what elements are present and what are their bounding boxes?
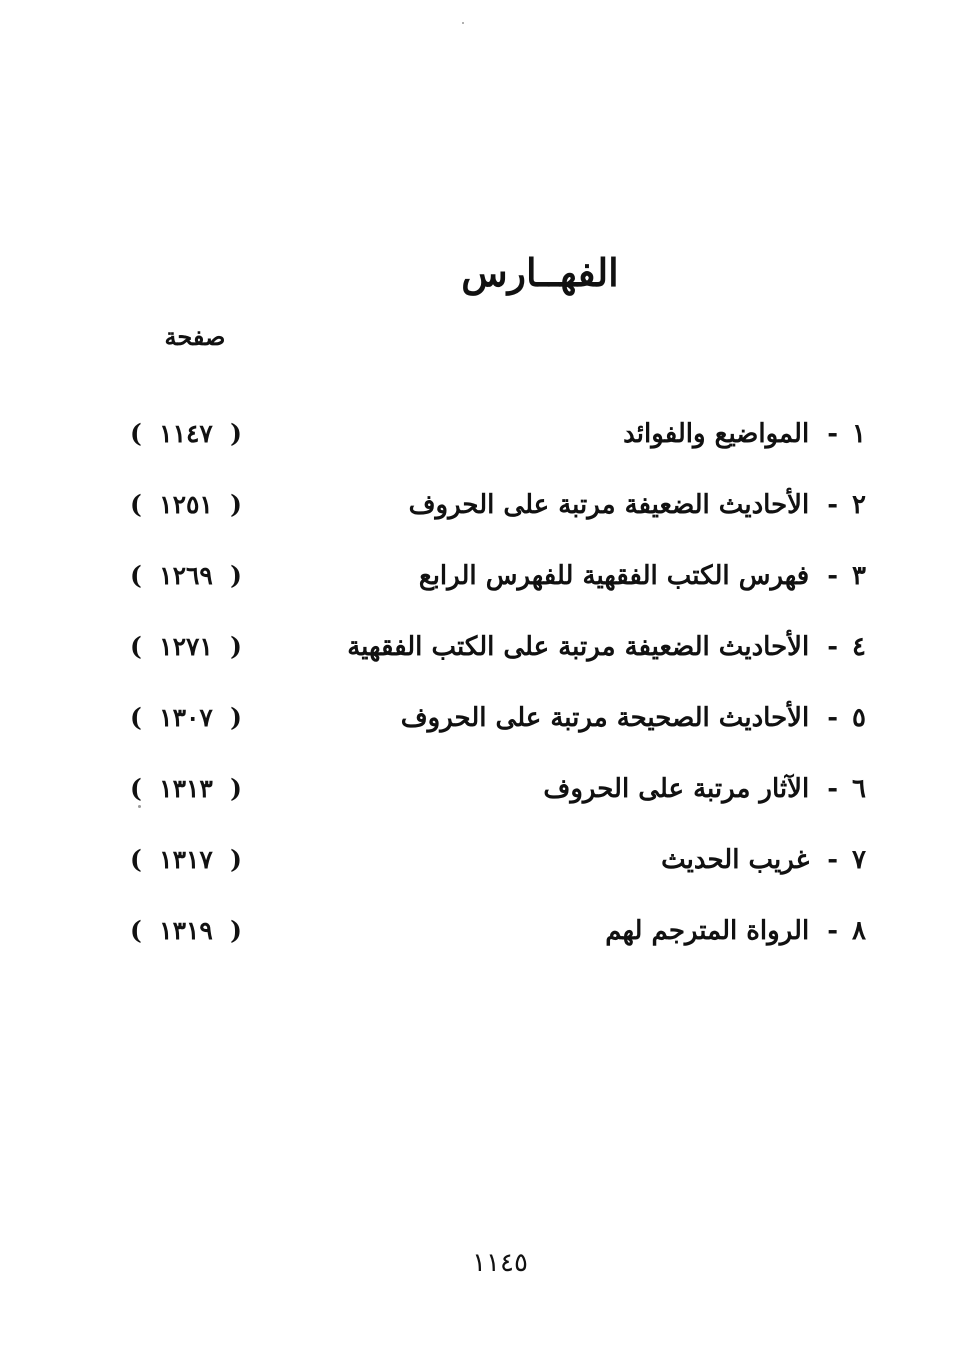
toc-separator: - bbox=[827, 915, 838, 946]
paren-open: ( bbox=[130, 774, 142, 803]
scan-speck bbox=[138, 805, 141, 808]
toc-entry bbox=[543, 774, 870, 804]
toc-page-number: ١٣١٩ bbox=[159, 916, 213, 945]
toc-page-number: ١٣٠٧ bbox=[159, 703, 213, 732]
toc-separator: - bbox=[827, 418, 838, 449]
paren-close: ) bbox=[230, 632, 242, 661]
toc-separator: - bbox=[827, 560, 838, 591]
toc-entry bbox=[409, 490, 870, 520]
toc-row bbox=[130, 540, 870, 611]
paren-close: ) bbox=[230, 419, 242, 448]
toc-row bbox=[130, 611, 870, 682]
toc-page-number: ١٣١٣ bbox=[159, 774, 213, 803]
paren-close: ) bbox=[230, 703, 242, 732]
toc-page-number: ١٢٦٩ bbox=[159, 561, 213, 590]
paren-close: ) bbox=[230, 916, 242, 945]
page-column-header: صفحة bbox=[164, 322, 226, 351]
toc-entry-title: الأحاديث الضعيفة مرتبة على الكتب الفقهية bbox=[347, 631, 810, 662]
toc-entry-number: ٥ bbox=[852, 702, 866, 733]
paren-open: ( bbox=[130, 703, 142, 732]
toc-entry-title: فهرس الكتب الفقهية للفهرس الرابع bbox=[418, 560, 810, 591]
toc-separator: - bbox=[827, 773, 838, 804]
toc-entry-number: ٨ bbox=[852, 915, 866, 946]
toc-entry bbox=[419, 561, 870, 591]
toc-entry-page bbox=[130, 845, 242, 874]
toc-entry-title: غريب الحديث bbox=[661, 844, 810, 875]
paren-open: ( bbox=[130, 845, 142, 874]
page-title: الفهــارس bbox=[461, 250, 619, 295]
toc-row bbox=[130, 895, 870, 966]
toc-page-number: ١١٤٧ bbox=[159, 419, 213, 448]
toc-entry bbox=[623, 419, 870, 449]
toc-separator: - bbox=[827, 631, 838, 662]
toc-entry-page bbox=[130, 561, 242, 590]
paren-open: ( bbox=[130, 632, 142, 661]
paren-close: ) bbox=[230, 845, 242, 874]
paren-open: ( bbox=[130, 916, 142, 945]
toc-row bbox=[130, 824, 870, 895]
toc-entry bbox=[401, 703, 870, 733]
toc-entry-number: ٧ bbox=[852, 844, 866, 875]
toc-separator: - bbox=[827, 489, 838, 520]
toc-page-number: ١٢٧١ bbox=[159, 632, 213, 661]
toc-entry-page bbox=[130, 490, 242, 519]
toc-entry-title: المواضيع والفوائد bbox=[623, 418, 810, 449]
toc-row bbox=[130, 398, 870, 469]
toc-entry-title: الأحاديث الصحيحة مرتبة على الحروف bbox=[400, 702, 810, 733]
paren-open: ( bbox=[130, 561, 142, 590]
toc-entry bbox=[347, 632, 870, 662]
toc-entry-title: الأحاديث الضعيفة مرتبة على الحروف bbox=[408, 489, 810, 520]
toc-row bbox=[130, 753, 870, 824]
toc-row bbox=[130, 682, 870, 753]
toc-entry-number: ٦ bbox=[852, 773, 866, 804]
paren-close: ) bbox=[230, 490, 242, 519]
toc-entry-title: الآثار مرتبة على الحروف bbox=[543, 773, 810, 804]
toc-entry bbox=[661, 845, 870, 875]
toc-entry-number: ١ bbox=[852, 418, 866, 449]
toc-entry-page bbox=[130, 703, 242, 732]
toc-entry-page bbox=[130, 916, 242, 945]
toc-separator: - bbox=[827, 702, 838, 733]
paren-close: ) bbox=[230, 774, 242, 803]
toc-entry-number: ٣ bbox=[852, 560, 866, 591]
toc-entry bbox=[605, 916, 870, 946]
toc-row bbox=[130, 469, 870, 540]
paren-open: ( bbox=[130, 490, 142, 519]
paren-close: ) bbox=[230, 561, 242, 590]
table-of-contents bbox=[130, 398, 870, 966]
page-number: ١١٤٥ bbox=[472, 1248, 528, 1278]
toc-entry-page bbox=[130, 774, 242, 803]
toc-entry-title: الرواة المترجم لهم bbox=[605, 915, 810, 946]
scan-speck bbox=[462, 22, 464, 24]
toc-entry-page bbox=[130, 419, 242, 448]
toc-separator: - bbox=[827, 844, 838, 875]
toc-page-number: ١٢٥١ bbox=[159, 490, 213, 519]
toc-entry-number: ٢ bbox=[852, 489, 866, 520]
toc-page-number: ١٣١٧ bbox=[159, 845, 213, 874]
paren-open: ( bbox=[130, 419, 142, 448]
toc-entry-page bbox=[130, 632, 242, 661]
toc-entry-number: ٤ bbox=[852, 631, 866, 662]
